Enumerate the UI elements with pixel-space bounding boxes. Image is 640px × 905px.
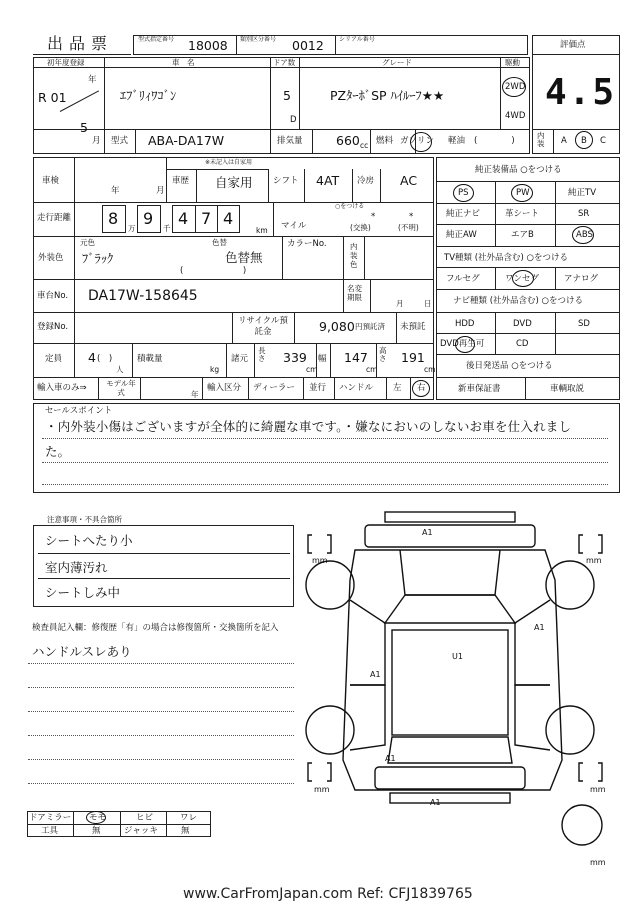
grade-label: グレード [382, 58, 412, 67]
capacity-unit: 人 [116, 365, 124, 374]
interior-color-label: 内装色 [350, 242, 358, 269]
load-unit: kg [210, 365, 220, 374]
navi-dvd-play: DVD再生可 [440, 339, 485, 349]
length-unit: cm [306, 365, 318, 374]
door-type: D [290, 115, 297, 125]
chassis-label: 車台No. [37, 291, 69, 301]
recycle-unit: 円預託済 [355, 322, 385, 331]
model-spec-label: 型式指定番号 [138, 36, 175, 43]
tools-label: 工具 [41, 826, 59, 836]
class-label: 類別区分番号 [240, 36, 277, 43]
tv-oneseg: ワンセグ [505, 274, 540, 284]
import-class-label: 輸入区分 [207, 383, 242, 393]
recycle-label: リサイクル預託金 [238, 316, 288, 338]
shift-label: シフト [273, 176, 299, 186]
mileage-unknown: (不明) [398, 223, 419, 232]
mileage-label: 走行距離 [37, 213, 72, 223]
inspector-line-1: ハンドルスレあり [32, 644, 132, 659]
recycle-value: 9,080 [319, 319, 355, 334]
fuel-other: ( ) [474, 136, 515, 146]
grade-points-value: 4.5 [545, 72, 617, 113]
mileage-circle-note: ○をつける [335, 203, 365, 210]
model-spec-value: 18008 [188, 38, 228, 53]
tools-value: 無 [92, 826, 101, 836]
height-value: 191 [401, 350, 425, 365]
tv-fullseg: フルセグ [446, 274, 480, 284]
mileage-digit-4-value: 7 [201, 209, 212, 228]
handle-right: 右 [417, 383, 426, 393]
car-name-label: 車 名 [172, 58, 195, 67]
mirror-momo: モモ [89, 813, 107, 823]
length-value: 339 [283, 350, 307, 365]
note-line-3: シートしみ中 [45, 585, 121, 600]
displacement-unit: cc [360, 141, 369, 150]
grade-value: PZﾀｰﾎﾞSP ﾊｲﾙｰﾌ★★ [330, 88, 445, 103]
equip-abs: ABS [576, 230, 593, 240]
color-changed-label: 色替 [212, 238, 227, 247]
length-label: 長さ [258, 346, 266, 363]
mark-roof: U1 [452, 652, 463, 661]
height-label: 高さ [379, 346, 387, 363]
equip-pw: PW [516, 188, 530, 198]
first-reg-label: 初年度登録 [47, 58, 85, 67]
mark-right-front: A1 [534, 623, 545, 632]
equip-navi: 純正ナビ [446, 209, 481, 219]
notes-label: 注意事項・不具合箇所 [47, 515, 122, 524]
color-label: 外装色 [38, 253, 64, 263]
navi-title: ナビ種類 (社外品含む) ○をつける [453, 296, 583, 306]
import-dealer: ディーラー [253, 383, 295, 393]
doors-value: 5 [283, 88, 291, 103]
mark-front: A1 [422, 528, 433, 537]
inspector-label: 検査員記入欄：修復歴「有」の場合は修復箇所・交換箇所を記入 [32, 623, 279, 633]
recycle-status: 未預託 [400, 322, 426, 332]
first-reg-month-unit: 月 [92, 136, 101, 146]
after-title: 後日発送品 ○をつける [466, 361, 553, 371]
mirror-hibi: ヒビ [136, 813, 154, 823]
tv-analog: アナログ [564, 274, 599, 284]
after-manual: 車輌取説 [550, 384, 585, 394]
mm-4: mm [590, 785, 606, 794]
equip-leather: 革シート [505, 209, 540, 219]
tv-oneseg-circle [512, 270, 534, 287]
inspection-year-unit: 年 [111, 186, 120, 196]
footer-ref: www.CarFromJapan.com Ref: CFJ1839765 [183, 886, 473, 902]
fuel-circle [410, 132, 432, 152]
handle-left: 左 [393, 383, 402, 393]
mark-left-mid: A1 [370, 670, 381, 679]
sales-point-label: セールスポイント [45, 406, 113, 416]
navi-sd: SD [578, 319, 590, 329]
equip-abs-circle [572, 226, 594, 244]
doors-label: ドア数 [273, 58, 296, 67]
mileage-mile: マイル [281, 221, 307, 231]
mileage-swap: (交換) [350, 223, 371, 232]
first-reg-year-unit: 年 [88, 75, 97, 85]
color-changed-value: 色替無 [225, 250, 263, 265]
mark-rear: A1 [430, 798, 441, 807]
mm-1: mm [312, 556, 328, 565]
width-label: 幅 [318, 354, 327, 364]
mirror-ware: ワレ [180, 813, 198, 823]
serial-label: シリアル番号 [339, 36, 375, 43]
note-line-1: シートへたり小 [45, 533, 133, 548]
fuel-label: 燃料 [376, 136, 394, 146]
color-no-label: カラーNo. [287, 239, 327, 249]
import-parallel: 並行 [309, 383, 327, 393]
expiry-month-unit: 月 [396, 299, 404, 308]
mileage-digit-5-value: 4 [223, 209, 234, 228]
jack-label: ジャッキ [124, 826, 158, 836]
navi-hdd: HDD [455, 319, 475, 329]
navi-cd: CD [516, 339, 529, 349]
capacity-label: 定員 [45, 354, 63, 364]
grade-points-label: 評価点 [560, 40, 586, 50]
inspection-month-unit: 月 [156, 186, 165, 196]
model-label: 型式 [111, 136, 129, 146]
equip-airbag: エアB [511, 230, 534, 240]
capacity-value: 4 [88, 350, 96, 365]
mileage-digit-1-value: 8 [108, 209, 119, 228]
load-label: 積載量 [137, 354, 163, 364]
drive-4wd: 4WD [505, 111, 526, 121]
displacement-label: 排気量 [277, 136, 303, 146]
note-line-2: 室内薄汚れ [45, 560, 108, 575]
navi-dvd: DVD [513, 319, 532, 329]
model-value: ABA-DA17W [148, 133, 225, 148]
interior-label: 内装 [537, 131, 545, 148]
mark-left-rear: A1 [385, 754, 396, 763]
handle-label: ハンドル [339, 383, 374, 393]
navi-dvd-play-circle [455, 336, 475, 353]
color-orig-label: 元色 [80, 238, 95, 247]
chassis-value: DA17W-158645 [88, 288, 198, 304]
mileage-digit-3-value: 4 [178, 209, 189, 228]
car-type-value: 自家用 [215, 175, 253, 190]
car-damage-diagram [300, 505, 620, 870]
fuel-gasoline: ガソリン [400, 136, 435, 146]
page-title: 出品票 [47, 34, 114, 53]
width-value: 147 [344, 350, 368, 365]
import-label: 輸入車のみ⇒ [37, 383, 87, 393]
width-unit: cm [366, 365, 378, 374]
ac-label: 冷房 [357, 176, 375, 186]
class-value: 0012 [292, 38, 324, 53]
handle-right-circle [412, 380, 430, 397]
mm-3: mm [314, 785, 330, 794]
ac-value: AC [400, 173, 418, 188]
first-reg-era: R 01 [38, 90, 67, 105]
mileage-sen-unit: 千 [163, 224, 171, 233]
model-year-unit: 年 [191, 390, 199, 399]
name-change-label: 名変期限 [347, 284, 362, 302]
mileage-star-1: * [371, 212, 376, 222]
shift-value: 4AT [316, 173, 340, 188]
drive-2wd-circle [502, 77, 526, 97]
equip-ps-circle [453, 184, 474, 202]
registration-label: 登録No. [37, 322, 69, 332]
height-unit: cm [424, 365, 436, 374]
equip-sr: SR [578, 209, 590, 219]
mirror-label: ドアミラー [29, 813, 72, 823]
jack-value: 無 [181, 826, 190, 836]
first-reg-month: 5 [80, 120, 88, 135]
color-paren: ( ) [180, 266, 247, 276]
mileage-star-2: * [409, 212, 414, 222]
expiry-day-unit: 日 [424, 299, 432, 308]
inspection-note: ※未記入は自家用 [205, 159, 253, 166]
equip-ps: PS [458, 188, 469, 198]
inspection-label: 車検 [42, 176, 60, 186]
mileage-km-unit: km [256, 226, 268, 235]
mm-5: mm [590, 858, 606, 867]
title-underline [33, 54, 131, 55]
color-orig-value: ﾌﾞﾗｯｸ [82, 251, 114, 266]
drive-2wd: 2WD [505, 82, 526, 92]
interior-b-circle [575, 131, 593, 149]
mileage-man-unit: 万 [128, 224, 136, 233]
interior-b: B [581, 136, 587, 146]
equipment-title: 純正装備品 ○をつける [475, 165, 562, 175]
mm-2: mm [586, 556, 602, 565]
after-warranty: 新車保証書 [458, 384, 501, 394]
capacity-paren: ( ) [97, 354, 113, 364]
equip-tv: 純正TV [568, 188, 597, 198]
mileage-digit-2-value: 9 [143, 209, 154, 228]
sales-point-line-1: ・内外装小傷はございますが全体的に綺麗な車です。・嫌なにおいのしないお車を仕入れまし [45, 419, 572, 434]
interior-c: C [600, 136, 606, 146]
displacement-value: 660 [336, 133, 360, 148]
sales-point-line-2: た。 [45, 444, 71, 459]
model-year-label: モデル年式 [106, 379, 136, 397]
drive-label: 駆動 [505, 58, 520, 67]
equip-aw: 純正AW [446, 230, 477, 240]
fuel-light-oil: 軽油 [448, 136, 466, 146]
car-type-label: 車歴 [172, 176, 190, 186]
sales-point-box [33, 403, 620, 493]
mirror-momo-circle [86, 811, 106, 824]
tv-title: TV種類 (社外品含む) ○をつける [444, 253, 568, 263]
interior-a: A [561, 136, 567, 146]
spec-label: 諸元 [231, 354, 249, 364]
equip-pw-circle [511, 184, 533, 202]
car-name: ｴﾌﾞﾘｨﾜｺﾞﾝ [120, 88, 177, 103]
